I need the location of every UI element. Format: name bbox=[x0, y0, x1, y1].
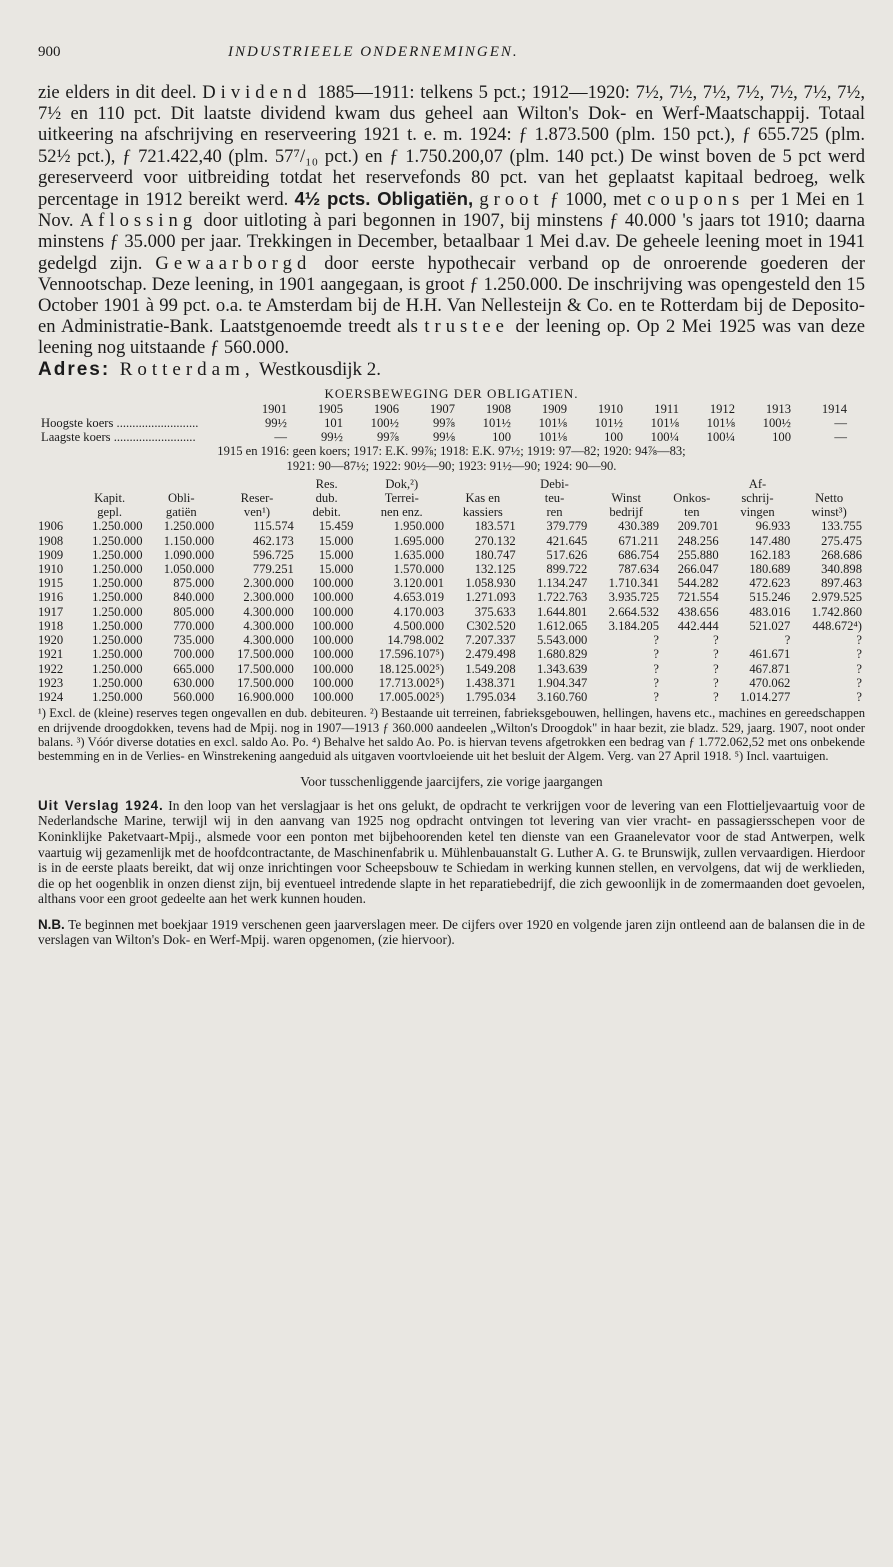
financial-column-header: Reser- ven¹) bbox=[240, 491, 274, 520]
koers-row-label: Hoogste koers .......................... bbox=[41, 416, 199, 431]
financial-cell: ? bbox=[856, 675, 862, 690]
financial-cell: 1.271.093 bbox=[465, 590, 516, 605]
financial-cell: ? bbox=[713, 675, 719, 690]
financial-cell: 4.170.003 bbox=[393, 604, 445, 619]
koers-year: 1912 bbox=[709, 401, 735, 416]
address-city: Rotterdam, bbox=[119, 358, 255, 380]
text: der leening op. Op 2 Mei 1925 was van deze leening nog uitstaande ƒ 560.000. bbox=[38, 316, 865, 359]
financial-year: 1924 bbox=[38, 689, 64, 704]
koers-cell: 101⅛ bbox=[650, 416, 679, 431]
financial-cell: 442.444 bbox=[677, 618, 719, 633]
financial-cell: 1.250.000 bbox=[92, 562, 143, 577]
main-text bbox=[38, 82, 865, 380]
financial-column-header: Res. dub. debit. bbox=[312, 476, 341, 520]
financial-cell: ? bbox=[653, 661, 659, 676]
financial-cell: 467.871 bbox=[749, 661, 791, 676]
financial-cell: 1.950.000 bbox=[393, 519, 445, 534]
koers-cell: 99⅛ bbox=[432, 430, 455, 445]
financial-row bbox=[38, 619, 865, 633]
spaced-term: Aflossing bbox=[79, 210, 198, 232]
koers-table bbox=[38, 402, 850, 445]
financial-column-header: Netto winst³) bbox=[811, 491, 847, 520]
financial-row bbox=[38, 590, 865, 604]
financial-table bbox=[38, 477, 865, 704]
financial-cell: 470.062 bbox=[749, 675, 791, 690]
financial-cell: 483.016 bbox=[749, 604, 791, 619]
financial-row bbox=[38, 519, 865, 533]
koers-cell: 101⅛ bbox=[538, 430, 567, 445]
financial-cell: 671.211 bbox=[618, 533, 659, 548]
financial-cell: 1.150.000 bbox=[163, 533, 215, 548]
koers-cell: 101 bbox=[324, 416, 343, 431]
financial-column-header: Onkos- ten bbox=[673, 491, 711, 520]
koers-note-2: 1921: 90—87½; 1922: 90½—90; 1923: 91½—90; 1924: 90—90. bbox=[286, 458, 617, 473]
financial-cell: 15.000 bbox=[318, 547, 354, 562]
financial-cell: ? bbox=[856, 661, 862, 676]
koers-row-label: Laagste koers .......................... bbox=[41, 430, 196, 445]
financial-cell: 340.898 bbox=[821, 562, 862, 577]
financial-cell: 1.644.801 bbox=[536, 604, 588, 619]
financial-cell: 266.047 bbox=[677, 562, 719, 577]
financial-cell: ? bbox=[653, 647, 659, 662]
financial-year: 1910 bbox=[38, 562, 64, 577]
financial-cell: 7.207.337 bbox=[465, 633, 516, 648]
financial-year: 1915 bbox=[38, 576, 64, 591]
financial-cell: 17.713.002⁵) bbox=[378, 675, 445, 690]
financial-cell: 517.626 bbox=[546, 547, 588, 562]
financial-cell: 472.623 bbox=[749, 576, 791, 591]
financial-cell: 209.701 bbox=[677, 519, 719, 534]
financial-cell: 18.125.002⁵) bbox=[378, 661, 445, 676]
koers-cell: 100 bbox=[604, 430, 623, 445]
text: ƒ 1000, met bbox=[543, 189, 648, 211]
financial-row bbox=[38, 633, 865, 647]
financial-cell: 1.250.000 bbox=[92, 689, 143, 704]
address-street: Westkousdijk 2. bbox=[254, 358, 382, 380]
financial-year: 1916 bbox=[38, 590, 64, 605]
financial-cell: ? bbox=[856, 633, 862, 648]
financial-cell: 96.933 bbox=[755, 519, 791, 534]
financial-cell: 3.120.001 bbox=[393, 576, 445, 591]
financial-row bbox=[38, 690, 865, 704]
financial-cell: 1.438.371 bbox=[465, 675, 516, 690]
financial-cell: ? bbox=[784, 633, 791, 648]
financial-cell: 17.500.000 bbox=[237, 661, 294, 676]
financial-cell: 1.090.000 bbox=[163, 547, 215, 562]
financial-cell: 1.014.277 bbox=[739, 689, 791, 704]
financial-cell: 1.250.000 bbox=[163, 519, 215, 534]
financial-column-header: Kas en kassiers bbox=[462, 491, 503, 520]
financial-cell: 115.574 bbox=[253, 519, 294, 534]
financial-year: 1920 bbox=[38, 633, 64, 648]
financial-cell: 183.571 bbox=[474, 519, 516, 534]
financial-column-header: Af- schrij- vingen bbox=[740, 476, 775, 520]
koers-cell: 99½ bbox=[264, 416, 287, 431]
financial-cell: 805.000 bbox=[173, 604, 215, 619]
financial-cell: 100.000 bbox=[312, 689, 354, 704]
koers-cell: 99⅞ bbox=[376, 430, 399, 445]
koers-year: 1906 bbox=[373, 401, 399, 416]
page-header bbox=[38, 44, 865, 72]
koers-cell: 101⅛ bbox=[706, 416, 735, 431]
financial-cell: 665.000 bbox=[173, 661, 215, 676]
dividend-paragraph bbox=[38, 82, 865, 359]
financial-cell: 1.742.860 bbox=[811, 604, 862, 619]
financial-cell: 100.000 bbox=[312, 618, 354, 633]
verslag-label: Uit Verslag 1924. bbox=[38, 797, 164, 813]
financial-cell: 1.549.208 bbox=[465, 661, 516, 676]
koers-note-1: 1915 en 1916: geen koers; 1917: E.K. 99⅞; 1918: E.K. 97½; 1919: 97—82; 1920: 94⅞—83; bbox=[217, 444, 686, 459]
financial-cell: 1.250.000 bbox=[92, 675, 143, 690]
koers-year: 1910 bbox=[597, 401, 623, 416]
koers-year: 1901 bbox=[261, 401, 287, 416]
bond-heading: 4½ pcts. Obligatiën, bbox=[294, 188, 474, 210]
financial-cell: 721.554 bbox=[677, 590, 719, 605]
financial-cell: ? bbox=[713, 661, 719, 676]
spaced-term: Gewaarborgd bbox=[155, 252, 312, 274]
financial-cell: 2.479.498 bbox=[465, 647, 516, 662]
koers-year: 1905 bbox=[317, 401, 343, 416]
page-number: 900 bbox=[38, 44, 61, 60]
financial-cell: 1.795.034 bbox=[465, 689, 516, 704]
financial-column-header: Kapit. gepl. bbox=[94, 491, 126, 520]
financial-column-header: Dok,²) Terrei- nen enz. bbox=[380, 476, 423, 520]
financial-cell: 180.689 bbox=[749, 562, 791, 577]
financial-cell: 461.671 bbox=[749, 647, 791, 662]
financial-cell: 17.500.000 bbox=[237, 675, 294, 690]
footnotes: ¹) Excl. de (kleine) reserves tegen ongevallen en dub. debiteuren. ²) Bestaande uit terreinen, fabrieksgebouwen, hellingen, havens etc., machines en gereedschappen en drijvende droogdokken, tevens had de Mpij. nog in 1907—1913 ƒ 360.000 aandeelen „Wilton's Droogdok" in haar bezit, zie bladz. 529, jaarg. 1907, noot onder balans. ³) Vóór diverse dotaties en excl. saldo Ao. Po. ⁴) Behalve het saldo Ao. Po. is hiervan tevens afgetrokken een bedrag van ƒ 1.772.062,52 met ons onbekende bestemming en in de Verlies- en Winstrekening aangeduid als uitgaven voortvloeiende uit het besluit der Algem. Verg. van 27 April 1918. ⁵) Incl. vaartuigen. bbox=[38, 706, 865, 764]
financial-column-header: Winst bedrijf bbox=[609, 491, 643, 520]
financial-cell: 779.251 bbox=[252, 562, 294, 577]
financial-column-header: Debi- teu- ren bbox=[540, 476, 569, 520]
verslag-paragraph bbox=[38, 798, 865, 907]
koers-cell: 101½ bbox=[594, 416, 623, 431]
financial-cell: 1.612.065 bbox=[536, 618, 588, 633]
financial-year: 1906 bbox=[38, 519, 64, 534]
financial-cell: 379.779 bbox=[546, 519, 588, 534]
financial-cell: 1.570.000 bbox=[393, 562, 445, 577]
financial-cell: 787.634 bbox=[618, 562, 659, 577]
text: door eerste hypothecair verband op de onroerende goederen der Vennootschap. Deze leening, in 1901 aangegaan, is groot ƒ 1.250.000. De inschrijving was opengesteld den 15 October 1901 à 99 pct. o.a. te Amsterdam bij de H.H. Van Nellesteijn & Co. en te Rotterdam bij de Deposito- en Administratie-Bank. Laatstgenoemde treedt als bbox=[38, 252, 865, 338]
koers-year: 1908 bbox=[485, 401, 511, 416]
financial-row bbox=[38, 647, 865, 661]
financial-cell: 2.664.532 bbox=[608, 604, 659, 619]
financial-cell: 515.246 bbox=[749, 590, 791, 605]
financial-column-header: Obli- gatiën bbox=[165, 491, 197, 520]
financial-row bbox=[38, 605, 865, 619]
financial-cell: 1.904.347 bbox=[536, 675, 588, 690]
financial-cell: 14.798.002 bbox=[387, 633, 445, 648]
financial-cell: 5.543.000 bbox=[536, 633, 588, 648]
financial-cell: 133.755 bbox=[821, 519, 862, 534]
financial-cell: 735.000 bbox=[173, 633, 215, 648]
financial-cell: 1.250.000 bbox=[92, 618, 143, 633]
koers-cell: 100 bbox=[772, 430, 791, 445]
financial-cell: 1.250.000 bbox=[92, 533, 143, 548]
financial-cell: ? bbox=[653, 633, 659, 648]
koers-year: 1914 bbox=[821, 401, 847, 416]
koers-year-row bbox=[38, 402, 850, 416]
financial-year: 1921 bbox=[38, 647, 64, 662]
koers-cell: 100¼ bbox=[650, 430, 679, 445]
financial-cell: 17.005.002⁵) bbox=[378, 689, 445, 704]
financial-cell: 4.300.000 bbox=[243, 633, 294, 648]
financial-cell: 132.125 bbox=[474, 562, 516, 577]
koers-cell: 100½ bbox=[762, 416, 791, 431]
koers-title: KOERSBEWEGING DER OBLIGATIEN. bbox=[324, 385, 579, 401]
running-title: INDUSTRIEELE ONDERNEMINGEN. bbox=[228, 44, 519, 60]
koers-corner bbox=[38, 402, 234, 416]
financial-cell: 897.463 bbox=[821, 576, 862, 591]
address-line bbox=[38, 359, 865, 380]
financial-cell: ? bbox=[653, 675, 659, 690]
financial-cell: 840.000 bbox=[173, 590, 215, 605]
financial-cell: 15.000 bbox=[318, 562, 354, 577]
financial-cell: 15.000 bbox=[318, 533, 354, 548]
financial-year: 1923 bbox=[38, 675, 64, 690]
financial-cell: 147.480 bbox=[749, 533, 791, 548]
financial-cell: 2.979.525 bbox=[811, 590, 862, 605]
financial-cell: 270.132 bbox=[474, 533, 516, 548]
financial-row bbox=[38, 548, 865, 562]
financial-cell: 4.653.019 bbox=[393, 590, 445, 605]
koers-year: 1907 bbox=[429, 401, 455, 416]
financial-cell: 100.000 bbox=[312, 675, 354, 690]
financial-cell: 100.000 bbox=[312, 604, 354, 619]
financial-cell: 1.635.000 bbox=[393, 547, 445, 562]
financial-cell: 544.282 bbox=[677, 576, 719, 591]
financial-cell: ? bbox=[856, 689, 862, 704]
financial-cell: 770.000 bbox=[173, 618, 215, 633]
spaced-term: groot bbox=[479, 189, 544, 211]
koers-year: 1913 bbox=[765, 401, 791, 416]
financial-cell: 1.695.000 bbox=[393, 533, 445, 548]
financial-cell: 4.300.000 bbox=[243, 604, 294, 619]
financial-cell: ? bbox=[856, 647, 862, 662]
financial-cell: 3.935.725 bbox=[608, 590, 659, 605]
financial-cell: ? bbox=[713, 633, 719, 648]
nb-label: N.B. bbox=[38, 916, 65, 932]
financial-cell: 1.250.000 bbox=[92, 547, 143, 562]
financial-row bbox=[38, 534, 865, 548]
financial-cell: 875.000 bbox=[173, 576, 215, 591]
financial-row bbox=[38, 562, 865, 576]
financial-cell: 15.459 bbox=[318, 519, 354, 534]
financial-cell: 2.300.000 bbox=[243, 590, 294, 605]
financial-year: 1918 bbox=[38, 618, 64, 633]
koers-cell: 100½ bbox=[370, 416, 399, 431]
financial-cell: 521.027 bbox=[749, 618, 791, 633]
koers-cell: 101⅛ bbox=[538, 416, 567, 431]
financial-cell: 100.000 bbox=[312, 661, 354, 676]
financial-cell: 3.184.205 bbox=[608, 618, 659, 633]
koers-cell: 100 bbox=[492, 430, 511, 445]
text: 1885—1911: telkens 5 pct.; 1912—1920: 7½, 7½, 7½, 7½, 7½, 7½, 7½, 7½ en 110 pct. Dit laatste dividend kwam dus geheel aan Wilton's Dok- en Werf-Maatschappij. Totaal uitkeering na afschrijving en reserveering 1921 t. e. m. 1924: ƒ 1.873.500 (plm. 150 pct.), ƒ 655.725 (plm. 52½ pct.), ƒ 721.422,40 (plm. 57⁷/₁₀ pct.) en ƒ 1.750.200,07 (plm. 140 pct.) De winst boven de 5 pct werd gereserveerd voor uitbreiding totdat het reservefonds 80 pct. van het geplaatst kapitaal bedroeg, welk percentage in 1912 bereikt werd. bbox=[38, 82, 865, 211]
financial-cell: 17.596.107⁵) bbox=[378, 647, 445, 662]
financial-cell: 268.686 bbox=[821, 547, 862, 562]
koers-cell: 100¼ bbox=[706, 430, 735, 445]
financial-row bbox=[38, 576, 865, 590]
financial-cell: 1.343.639 bbox=[536, 661, 588, 676]
financial-cell: 560.000 bbox=[173, 689, 215, 704]
financial-cell: 462.173 bbox=[252, 533, 294, 548]
financial-cell: 4.500.000 bbox=[393, 618, 445, 633]
text: per 1 Mei en 1 Nov. bbox=[38, 189, 865, 232]
financial-cell: 430.389 bbox=[618, 519, 659, 534]
nb-paragraph bbox=[38, 917, 865, 948]
financial-cell: 1.250.000 bbox=[92, 647, 143, 662]
intermediate-years-note: Voor tusschenliggende jaarcijfers, zie vorige jaargangen bbox=[300, 773, 603, 789]
financial-cell: 700.000 bbox=[173, 647, 215, 662]
koers-cell: — bbox=[834, 416, 847, 431]
financial-cell: 3.160.760 bbox=[536, 689, 588, 704]
financial-year: 1917 bbox=[38, 604, 64, 619]
financial-cell: 100.000 bbox=[312, 633, 354, 648]
financial-cell: 596.725 bbox=[252, 547, 294, 562]
financial-cell: 1.250.000 bbox=[92, 519, 143, 534]
address-label: Adres: bbox=[38, 358, 111, 380]
koers-row bbox=[38, 430, 850, 444]
financial-cell: 275.475 bbox=[821, 533, 862, 548]
financial-cell: 1.250.000 bbox=[92, 661, 143, 676]
spaced-term: Dividend bbox=[202, 82, 312, 103]
financial-cell: 1.250.000 bbox=[92, 633, 143, 648]
financial-cell: 1.250.000 bbox=[92, 576, 143, 591]
financial-cell: 162.183 bbox=[749, 547, 791, 562]
financial-cell: 16.900.000 bbox=[237, 689, 294, 704]
financial-cell: 2.300.000 bbox=[243, 576, 294, 591]
financial-cell: 686.754 bbox=[618, 547, 659, 562]
financial-row bbox=[38, 676, 865, 690]
financial-cell: C302.520 bbox=[466, 618, 516, 633]
financial-column-header bbox=[38, 477, 74, 520]
nb-text: Te beginnen met boekjaar 1919 verschenen geen jaarverslagen meer. De cijfers over 1920 en volgende jaren zijn ontleend aan de balansen die in de verslagen van Wilton's Dok- en Werf-Mpij. waren opgenomen, (zie hiervoor). bbox=[38, 916, 865, 948]
verslag-text: In den loop van het verslagjaar is het ons gelukt, de opdracht te verkrijgen voor de levering van een Flottieljevaartuig voor de Nederlandsche Marine, terwijl wij in den aanvang van 1925 nog opdracht ontvingen tot levering van vier vracht- en passagiersschepen voor de Koninklijke Paketvaart-Mpij., alsmede voor een ponton met bijbehoorenden ketel ten dienste van een Graanelevator voor de stad Antwerpen, welk vaartuig wij gezamenlijk met de hoofdcontractante, de Maschinenfabrik u. Mühlenbauanstalt G. Luther A. G. te Brunswijk, zullen vervaardigen. Hierdoor is in de eerste plaats bereikt, dat wij onze inrichtingen voor Scheepsbouw te Schiedam in werking kunnen stellen, en vervolgens, dat wij de werklieden, die op het oogenblik in onzen dienst zijn, bij eventueel intredende slapte in het reparatiebedrijf, die zich gewoonlijk in de zomermaanden doet gevoelen, althans voor een groot gedeelte aan het werk kunnen houden. bbox=[38, 797, 866, 907]
financial-cell: 17.500.000 bbox=[237, 647, 294, 662]
spaced-term: trustee bbox=[424, 316, 509, 338]
financial-cell: 180.747 bbox=[474, 547, 516, 562]
financial-cell: 1.050.000 bbox=[163, 562, 215, 577]
koers-cell: 99½ bbox=[320, 430, 343, 445]
koers-row bbox=[38, 416, 850, 430]
financial-year: 1922 bbox=[38, 661, 64, 676]
financial-cell: ? bbox=[713, 647, 719, 662]
financial-cell: 438.656 bbox=[677, 604, 719, 619]
text: door uitloting à pari begonnen in 1907, bij minstens ƒ 40.000 's jaars tot 1910; daarna minstens ƒ 35.000 per jaar. Trekkingen in December, betaalbaar 1 Mei d.av. De geheele leening moet in 1941 gedelgd zijn. bbox=[38, 210, 865, 274]
financial-cell: 1.134.247 bbox=[536, 576, 588, 591]
koers-year: 1911 bbox=[654, 401, 679, 416]
koers-cell: — bbox=[834, 430, 847, 445]
financial-cell: 255.880 bbox=[677, 547, 719, 562]
financial-cell: 248.256 bbox=[677, 533, 719, 548]
financial-cell: 4.300.000 bbox=[243, 618, 294, 633]
financial-year: 1908 bbox=[38, 533, 64, 548]
financial-cell: ? bbox=[653, 689, 659, 704]
financial-row bbox=[38, 662, 865, 676]
financial-cell: 1.680.829 bbox=[536, 647, 588, 662]
financial-cell: 1.250.000 bbox=[92, 604, 143, 619]
financial-cell: 100.000 bbox=[312, 576, 354, 591]
koers-cell: — bbox=[274, 430, 287, 445]
financial-cell: ? bbox=[713, 689, 719, 704]
financial-cell: 100.000 bbox=[312, 647, 354, 662]
financial-cell: 375.633 bbox=[474, 604, 516, 619]
koers-cell: 99⅞ bbox=[432, 416, 455, 431]
text: zie elders in dit deel. bbox=[38, 82, 203, 103]
financial-cell: 630.000 bbox=[173, 675, 215, 690]
financial-year: 1909 bbox=[38, 547, 64, 562]
financial-header-row bbox=[38, 477, 865, 520]
financial-cell: 421.645 bbox=[546, 533, 588, 548]
financial-cell: 448.672⁴) bbox=[812, 618, 862, 633]
koers-cell: 101½ bbox=[482, 416, 511, 431]
koers-year: 1909 bbox=[541, 401, 567, 416]
spaced-term: coupons bbox=[647, 189, 745, 211]
financial-cell: 1.710.341 bbox=[608, 576, 659, 591]
financial-cell: 1.250.000 bbox=[92, 590, 143, 605]
financial-cell: 1.722.763 bbox=[536, 590, 588, 605]
financial-cell: 1.058.930 bbox=[465, 576, 516, 591]
financial-cell: 899.722 bbox=[546, 562, 588, 577]
financial-cell: 100.000 bbox=[312, 590, 354, 605]
